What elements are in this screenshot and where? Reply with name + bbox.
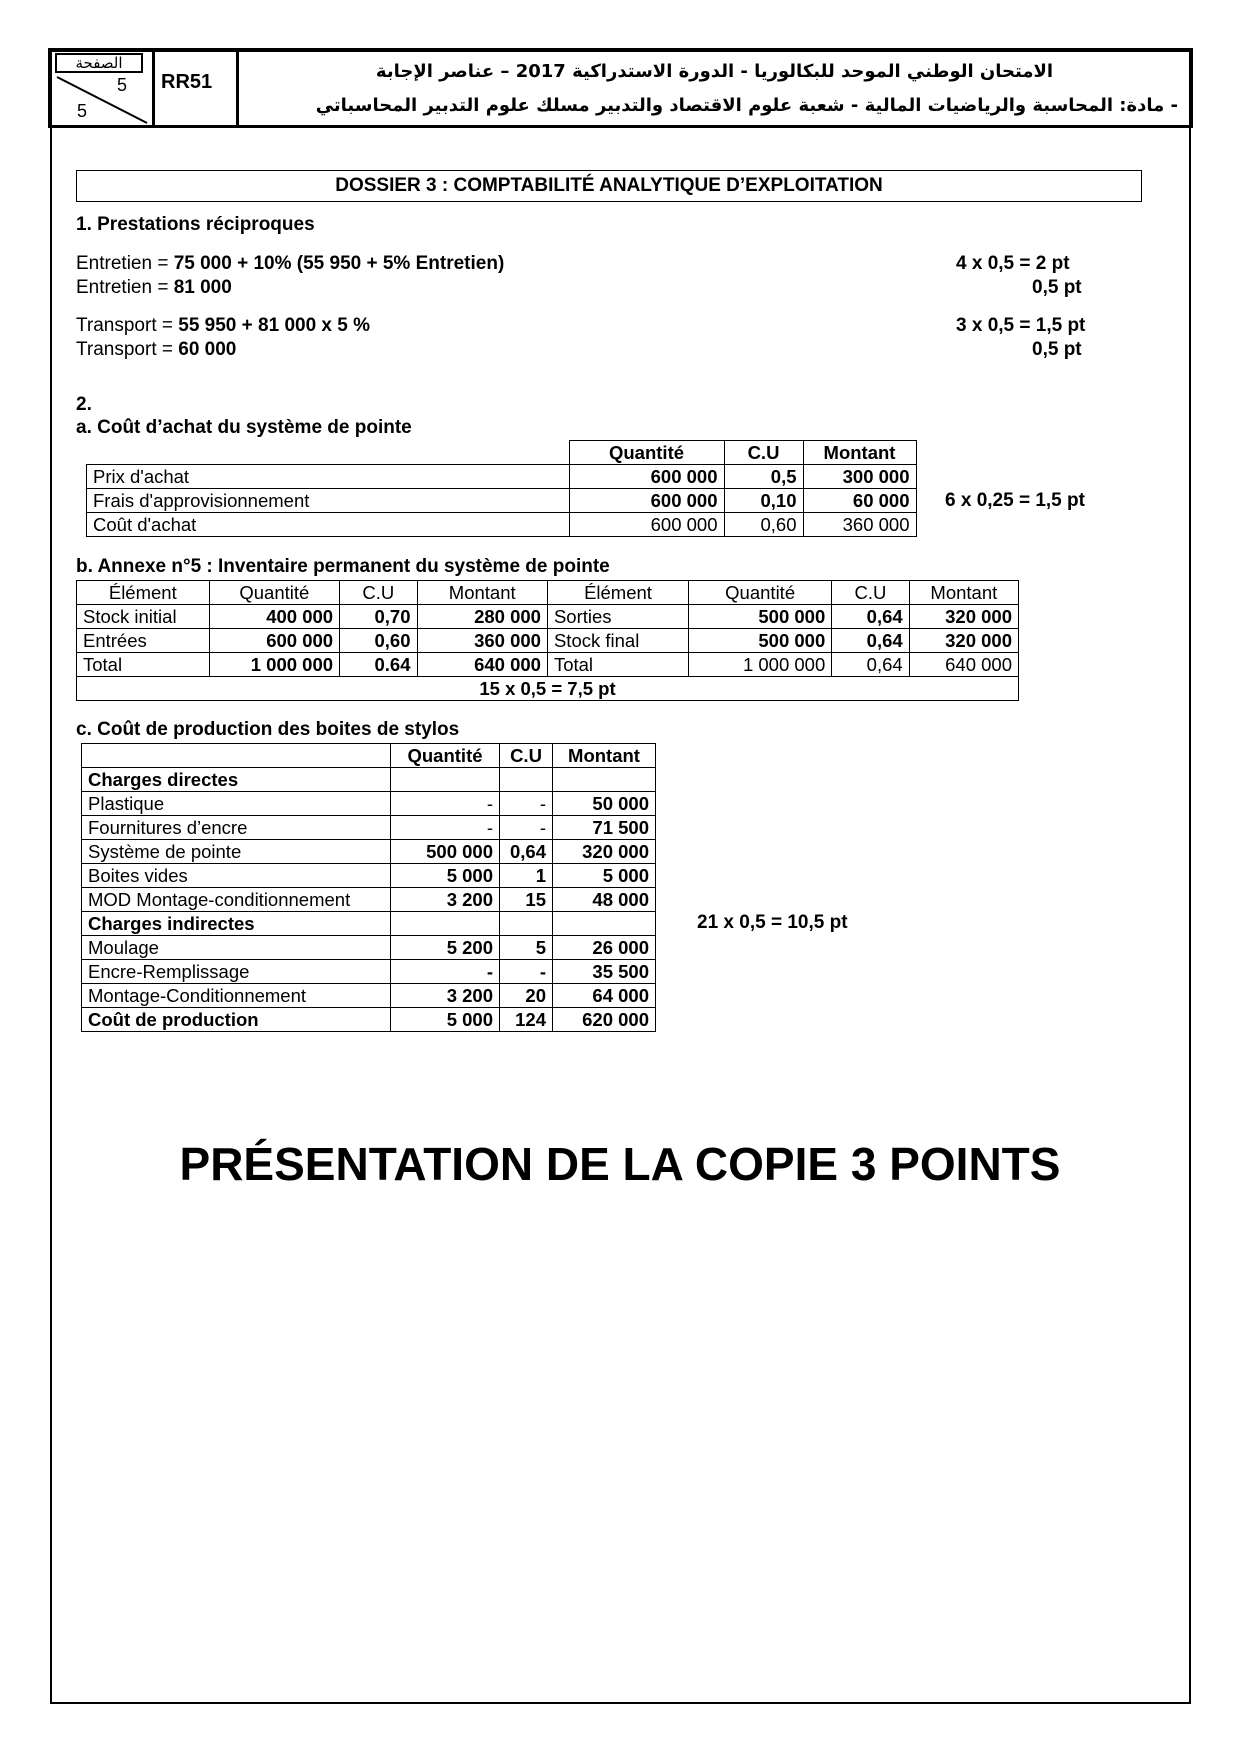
cell-qty: 600 000 — [569, 489, 724, 513]
cell-amount: 320 000 — [553, 840, 656, 864]
cout-achat-table — [86, 440, 917, 537]
cell-cu: 20 — [500, 984, 553, 1008]
table-row — [77, 653, 1019, 677]
cell-cu: 0.64 — [340, 653, 417, 677]
cell-cu: 1 — [500, 864, 553, 888]
entretien-formula-points: 4 x 0,5 = 2 pt — [956, 253, 1070, 274]
cell-cu: 0,60 — [340, 629, 417, 653]
cell-cu: 0,64 — [500, 840, 553, 864]
header-cu: C.U — [500, 744, 553, 768]
page-label: الصفحة — [55, 53, 143, 73]
transport-label: Transport = — [76, 315, 179, 336]
header-quantite: Quantité — [569, 441, 724, 465]
cell-element: Total — [77, 653, 210, 677]
cell-qty: 600 000 — [209, 629, 339, 653]
points-row — [77, 677, 1019, 701]
header-montant: Montant — [909, 581, 1018, 605]
cell-cu: 0,64 — [832, 605, 909, 629]
entretien-formula: 75 000 + 10% (55 950 + 5% Entretien) — [173, 253, 505, 274]
cell-cu: 15 — [500, 888, 553, 912]
cell-amount: 640 000 — [417, 653, 547, 677]
cell-qty: 500 000 — [689, 605, 832, 629]
header-montant: Montant — [803, 441, 916, 465]
cell-amount: 320 000 — [909, 629, 1018, 653]
transport-result: 60 000 — [178, 339, 237, 360]
table-row — [82, 888, 656, 912]
cell-cu: 0,70 — [340, 605, 417, 629]
cell-amount — [553, 912, 656, 936]
table-row — [82, 1008, 656, 1032]
section2a-points: 6 x 0,25 = 1,5 pt — [945, 490, 1085, 511]
cell-amount: 64 000 — [553, 984, 656, 1008]
exam-code: RR51 — [155, 51, 239, 125]
row-label: Plastique — [82, 792, 391, 816]
cell-cu: 5 — [500, 936, 553, 960]
cell-amount: 300 000 — [803, 465, 916, 489]
row-label: Système de pointe — [82, 840, 391, 864]
inventaire-table — [76, 580, 1019, 701]
cell-qty: 400 000 — [209, 605, 339, 629]
table-row — [77, 629, 1019, 653]
cell-amount: 26 000 — [553, 936, 656, 960]
header-quantite: Quantité — [689, 581, 832, 605]
cell-qty: 1 000 000 — [689, 653, 832, 677]
cell-cu: 0,5 — [724, 465, 803, 489]
table-row — [82, 864, 656, 888]
group-label: Charges indirectes — [82, 912, 391, 936]
cell-qty: - — [391, 816, 500, 840]
row-label: Frais d'approvisionnement — [87, 489, 570, 513]
header-cu: C.U — [724, 441, 803, 465]
exam-title-line1: الامتحان الوطني الموحد للبكالوريا - الدورة الاستدراكية 2017 – عناصر الإجابة — [375, 61, 1054, 82]
cell-amount: 50 000 — [553, 792, 656, 816]
exam-title-line2: - مادة: المحاسبة والرياضيات المالية - شعبة علوم الاقتصاد والتدبير مسلك علوم التدبير المحاسباتي — [315, 95, 1178, 116]
row-label: Coût d'achat — [87, 513, 570, 537]
cell-qty — [391, 768, 500, 792]
cell-amount: 280 000 — [417, 605, 547, 629]
transport-formula-line — [76, 315, 370, 337]
header-element: Élément — [77, 581, 210, 605]
table-row — [77, 605, 1019, 629]
entretien-result: 81 000 — [173, 277, 232, 298]
page-number-box — [51, 51, 155, 125]
exam-header — [48, 48, 1193, 128]
row-label: Encre-Remplissage — [82, 960, 391, 984]
header-element: Élément — [547, 581, 688, 605]
transport-result-line — [76, 339, 236, 361]
cell-qty: - — [391, 792, 500, 816]
table-row — [82, 816, 656, 840]
header-cu: C.U — [340, 581, 417, 605]
table-row — [82, 984, 656, 1008]
transport-label-2: Transport = — [76, 339, 179, 360]
entretien-label: Entretien = — [76, 253, 174, 274]
page-number: 5 — [117, 75, 128, 95]
table-header-row — [82, 744, 656, 768]
cell-qty: 500 000 — [391, 840, 500, 864]
cell-amount: 620 000 — [553, 1008, 656, 1032]
cell-qty: 3 200 — [391, 888, 500, 912]
table-header-row — [87, 441, 917, 465]
cell-amount: 360 000 — [803, 513, 916, 537]
table-row — [87, 513, 917, 537]
cell-element: Stock final — [547, 629, 688, 653]
cell-element: Sorties — [547, 605, 688, 629]
row-label: Fournitures d’encre — [82, 816, 391, 840]
header-quantite: Quantité — [391, 744, 500, 768]
row-label: Moulage — [82, 936, 391, 960]
cell-cu — [500, 912, 553, 936]
cell-amount: 320 000 — [909, 605, 1018, 629]
entretien-result-line — [76, 277, 232, 299]
page-total: 5 — [77, 101, 88, 121]
table-row — [82, 840, 656, 864]
cell-amount: 5 000 — [553, 864, 656, 888]
cell-amount: 71 500 — [553, 816, 656, 840]
cout-production-table — [81, 743, 656, 1032]
transport-formula: 55 950 + 81 000 x 5 % — [178, 315, 371, 336]
section2b-points: 15 x 0,5 = 7,5 pt — [77, 677, 1019, 701]
section2b-heading: b. Annexe n°5 : Inventaire permanent du système de pointe — [76, 556, 610, 577]
cell-amount: 35 500 — [553, 960, 656, 984]
page-box-diagonal — [51, 73, 151, 127]
table-header-row — [77, 581, 1019, 605]
cell-cu: 0,64 — [832, 629, 909, 653]
row-label: Boites vides — [82, 864, 391, 888]
table-row — [87, 489, 917, 513]
row-label: Montage-Conditionnement — [82, 984, 391, 1008]
cell-cu: 0,64 — [832, 653, 909, 677]
header-montant: Montant — [417, 581, 547, 605]
dossier-title: DOSSIER 3 : COMPTABILITÉ ANALYTIQUE D’EXPLOITATION — [76, 170, 1142, 202]
cell-cu: 124 — [500, 1008, 553, 1032]
cell-cu — [500, 768, 553, 792]
entretien-result-points: 0,5 pt — [1032, 277, 1082, 298]
table-row — [87, 465, 917, 489]
cell-amount: 360 000 — [417, 629, 547, 653]
cell-qty: 1 000 000 — [209, 653, 339, 677]
cell-cu: 0,60 — [724, 513, 803, 537]
table-row — [82, 960, 656, 984]
blank-cell — [82, 744, 391, 768]
header-cu: C.U — [832, 581, 909, 605]
cell-qty: 600 000 — [569, 513, 724, 537]
blank-cell — [87, 441, 570, 465]
table-row — [82, 912, 656, 936]
table-row — [82, 936, 656, 960]
cell-cu: 0,10 — [724, 489, 803, 513]
cell-qty: 3 200 — [391, 984, 500, 1008]
entretien-label-2: Entretien = — [76, 277, 174, 298]
cell-cu: - — [500, 816, 553, 840]
total-label: Coût de production — [82, 1008, 391, 1032]
cell-element: Total — [547, 653, 688, 677]
row-label: Prix d'achat — [87, 465, 570, 489]
exam-title — [239, 51, 1190, 125]
cell-cu: - — [500, 960, 553, 984]
entretien-formula-line — [76, 253, 504, 275]
section1-heading: 1. Prestations réciproques — [76, 214, 315, 235]
section2c-points: 21 x 0,5 = 10,5 pt — [697, 912, 848, 933]
section2-number: 2. — [76, 394, 92, 415]
cell-qty: 500 000 — [689, 629, 832, 653]
cell-amount — [553, 768, 656, 792]
cell-element: Entrées — [77, 629, 210, 653]
group-label: Charges directes — [82, 768, 391, 792]
table-row — [82, 768, 656, 792]
cell-amount: 48 000 — [553, 888, 656, 912]
cell-element: Stock initial — [77, 605, 210, 629]
section2c-heading: c. Coût de production des boites de stylos — [76, 719, 460, 740]
transport-result-points: 0,5 pt — [1032, 339, 1082, 360]
cell-qty: 5 200 — [391, 936, 500, 960]
header-montant: Montant — [553, 744, 656, 768]
section2a-heading: a. Coût d’achat du système de pointe — [76, 417, 412, 438]
cell-amount: 60 000 — [803, 489, 916, 513]
cell-qty — [391, 912, 500, 936]
cell-cu: - — [500, 792, 553, 816]
cell-amount: 640 000 — [909, 653, 1018, 677]
cell-qty: 5 000 — [391, 1008, 500, 1032]
table-row — [82, 792, 656, 816]
cell-qty: 600 000 — [569, 465, 724, 489]
header-quantite: Quantité — [209, 581, 339, 605]
row-label: MOD Montage-conditionnement — [82, 888, 391, 912]
cell-qty: - — [391, 960, 500, 984]
transport-formula-points: 3 x 0,5 = 1,5 pt — [956, 315, 1086, 336]
presentation-note: PRÉSENTATION DE LA COPIE 3 POINTS — [179, 1138, 1061, 1190]
cell-qty: 5 000 — [391, 864, 500, 888]
